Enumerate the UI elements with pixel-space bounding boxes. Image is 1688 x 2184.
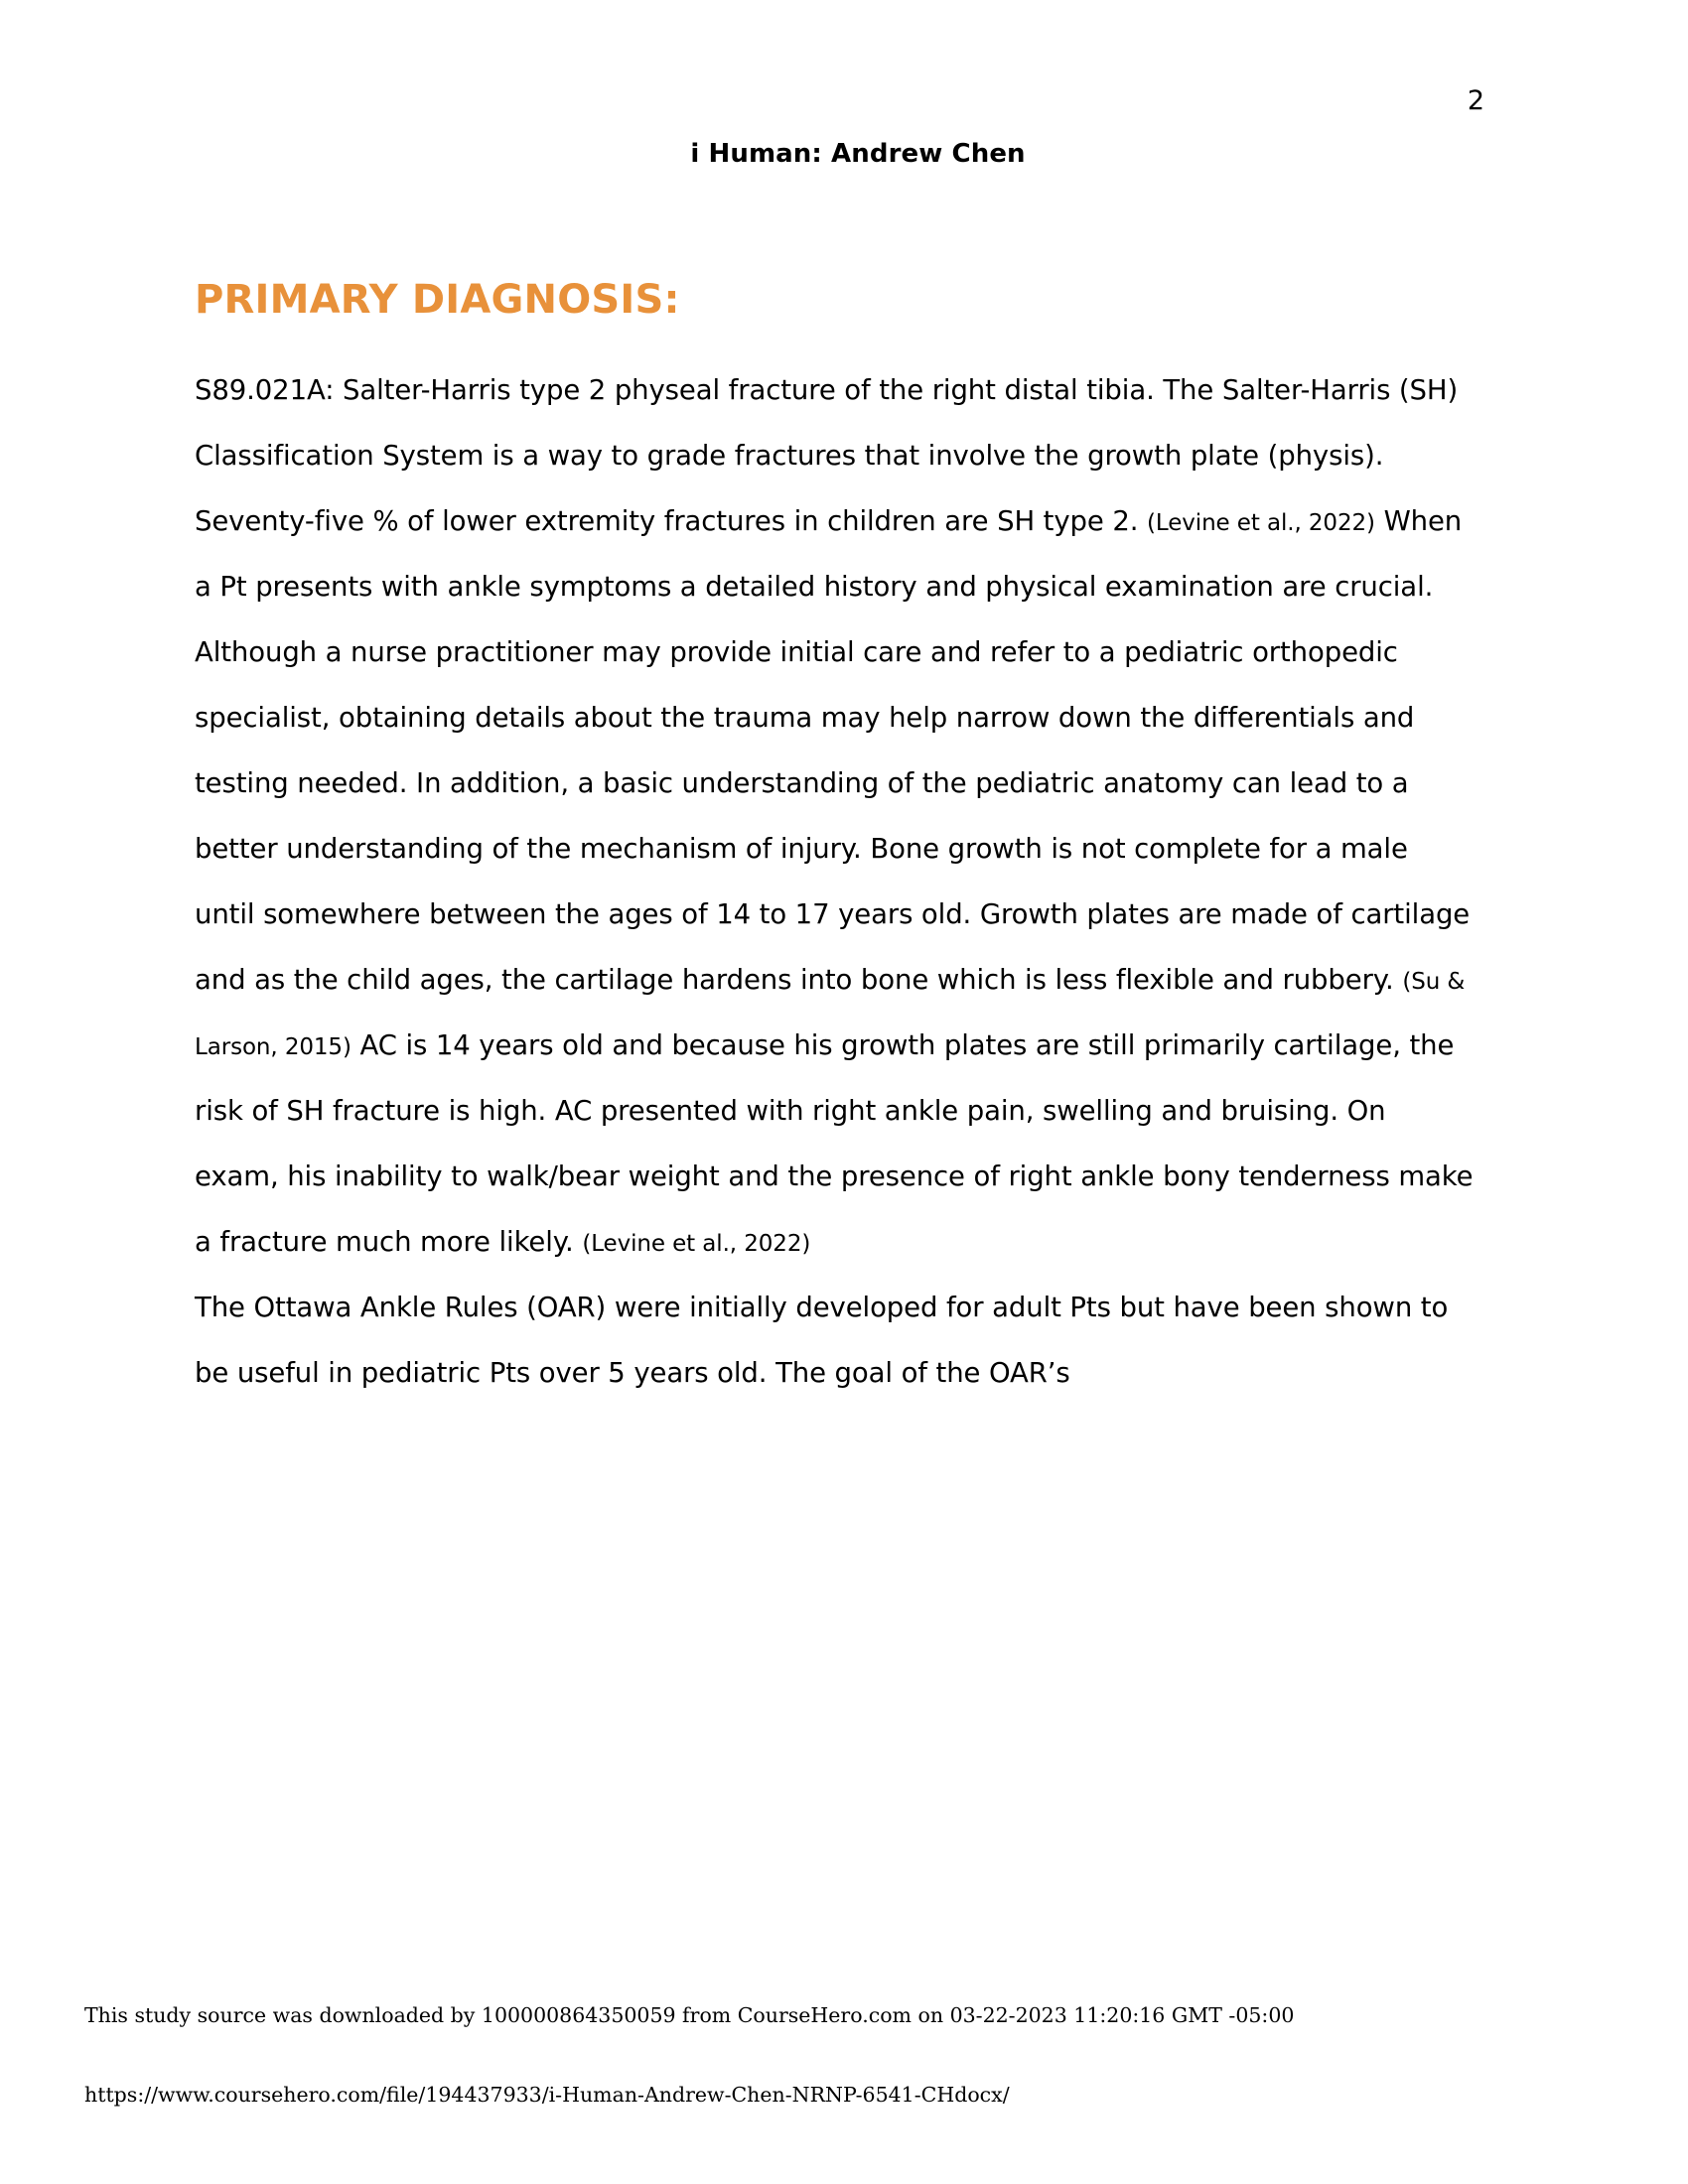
citation-levine-2022-second: (Levine et al., 2022) [582,1231,811,1257]
page-title: PRIMARY DIAGNOSIS: [195,277,680,323]
citation-su-larson-2015: (Su & Larson, 2015) [195,969,1466,1060]
paragraph-text-part-3: AC is 14 years old and because his growth plates are still primarily cartilage, the risk of SH fracture is high. AC presented with right ankle pain, swelling and bruising. On exam, his inability to walk/bear weight and the presence of right ankle bony tenderness make a fracture much more likely. [195,1029,1474,1258]
page-number: 2 [1467,85,1484,116]
citation-levine-2022-first: (Levine et al., 2022) [1147,510,1375,536]
paragraph-text-part-2: When a Pt presents with ankle symptoms a detailed history and physical examination are crucial. Although a nurse practitioner may provide initial care and refer to a pediatric orthopedic specialist, obtaining details about the trauma may help narrow down the differentials and testing needed. In addition, a basic understanding of the pediatric anatomy can lead to a better understanding of the mechanism of injury. Bone growth is not complete for a male until somewhere between the ages of 14 to 17 years old. Growth plates are made of cartilage and as the child ages, the cartilage hardens into bone which is less flexible and rubbery. [195,505,1471,996]
download-footer-note: This study source was downloaded by 100000864350059 from CourseHero.com on 03-22-2023 11:20:16 GMT -05:00 [84,2003,1295,2027]
paragraph-text-part-1: S89.021A: Salter-Harris type 2 physeal fracture of the right distal tibia. The Salter-Harris (SH) Classification System is a way to grade fractures that involve the growth plate (physis). Seventy-five % of lower extremity fractures in children are SH type 2. [195,374,1459,537]
running-head: i Human: Andrew Chen [690,139,1026,169]
paragraph-ottawa-ankle-rules: The Ottawa Ankle Rules (OAR) were initially developed for adult Pts but have been shown to be useful in pediatric Pts over 5 years old. The goal of the OAR’s [195,1292,1449,1389]
paragraph-primary-diagnosis [195,357,1476,1275]
source-url: https://www.coursehero.com/file/194437933/i-Human-Andrew-Chen-NRNP-6541-CHdocx/ [84,2083,1010,2107]
document-body [195,278,1476,1406]
